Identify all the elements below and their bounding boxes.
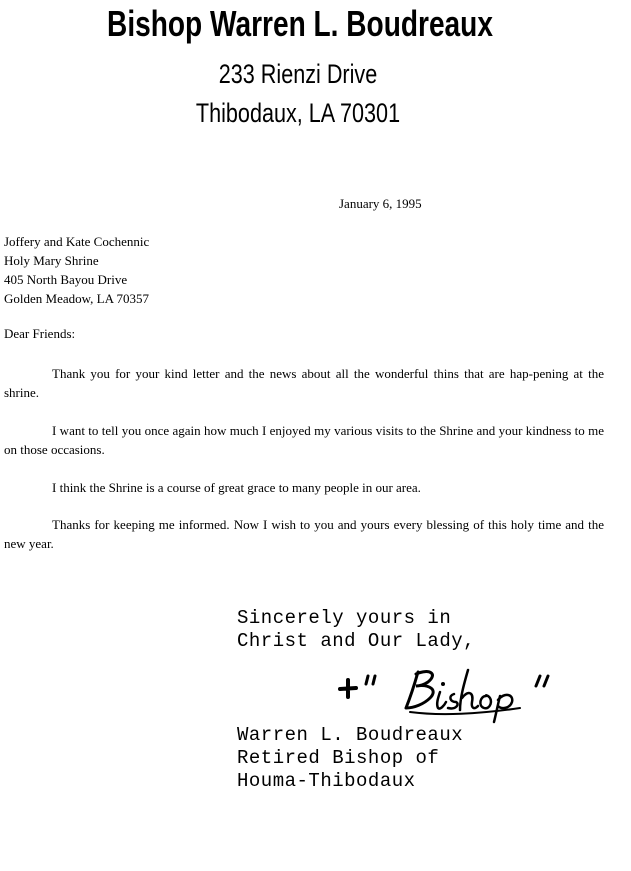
- body-paragraph-4: Thanks for keeping me informed. Now I wish to you and yours every blessing of this holy time and the new year.: [4, 517, 604, 551]
- letterhead-street: 233 Rienzi Drive: [218, 59, 378, 89]
- signer-title: Retired Bishop of: [237, 747, 440, 769]
- body-paragraph-1: Thank you for your kind letter and the news about all the wonderful thins that are hap-pening at the shrine.: [4, 366, 604, 400]
- letterhead-city: Thibodaux, LA 70301: [195, 98, 401, 128]
- signer-name: Warren L. Boudreaux: [237, 724, 464, 746]
- recipient-organization: Holy Mary Shrine: [4, 253, 99, 268]
- closing-line-1: Sincerely yours in: [237, 607, 452, 629]
- handwritten-signature: [330, 664, 560, 724]
- recipient-name: Joffery and Kate Cochennic: [4, 234, 150, 249]
- letterhead-name: Bishop Warren L. Boudreaux: [107, 3, 493, 44]
- body-paragraph-2: I want to tell you once again how much I enjoyed my various visits to the Shrine and your kindness to me on those occasions.: [4, 423, 604, 457]
- recipient-street: 405 North Bayou Drive: [4, 272, 128, 287]
- recipient-city: Golden Meadow, LA 70357: [4, 291, 150, 306]
- closing: [237, 607, 475, 653]
- letter-date: January 6, 1995: [339, 196, 422, 211]
- signer-diocese: Houma-Thibodaux: [237, 770, 416, 792]
- recipient-address: [4, 232, 149, 308]
- salutation: Dear Friends:: [4, 326, 76, 341]
- signature-block: [237, 724, 463, 793]
- body-paragraph-3: I think the Shrine is a course of great grace to many people in our area.: [52, 480, 421, 495]
- closing-line-2: Christ and Our Lady,: [237, 630, 476, 652]
